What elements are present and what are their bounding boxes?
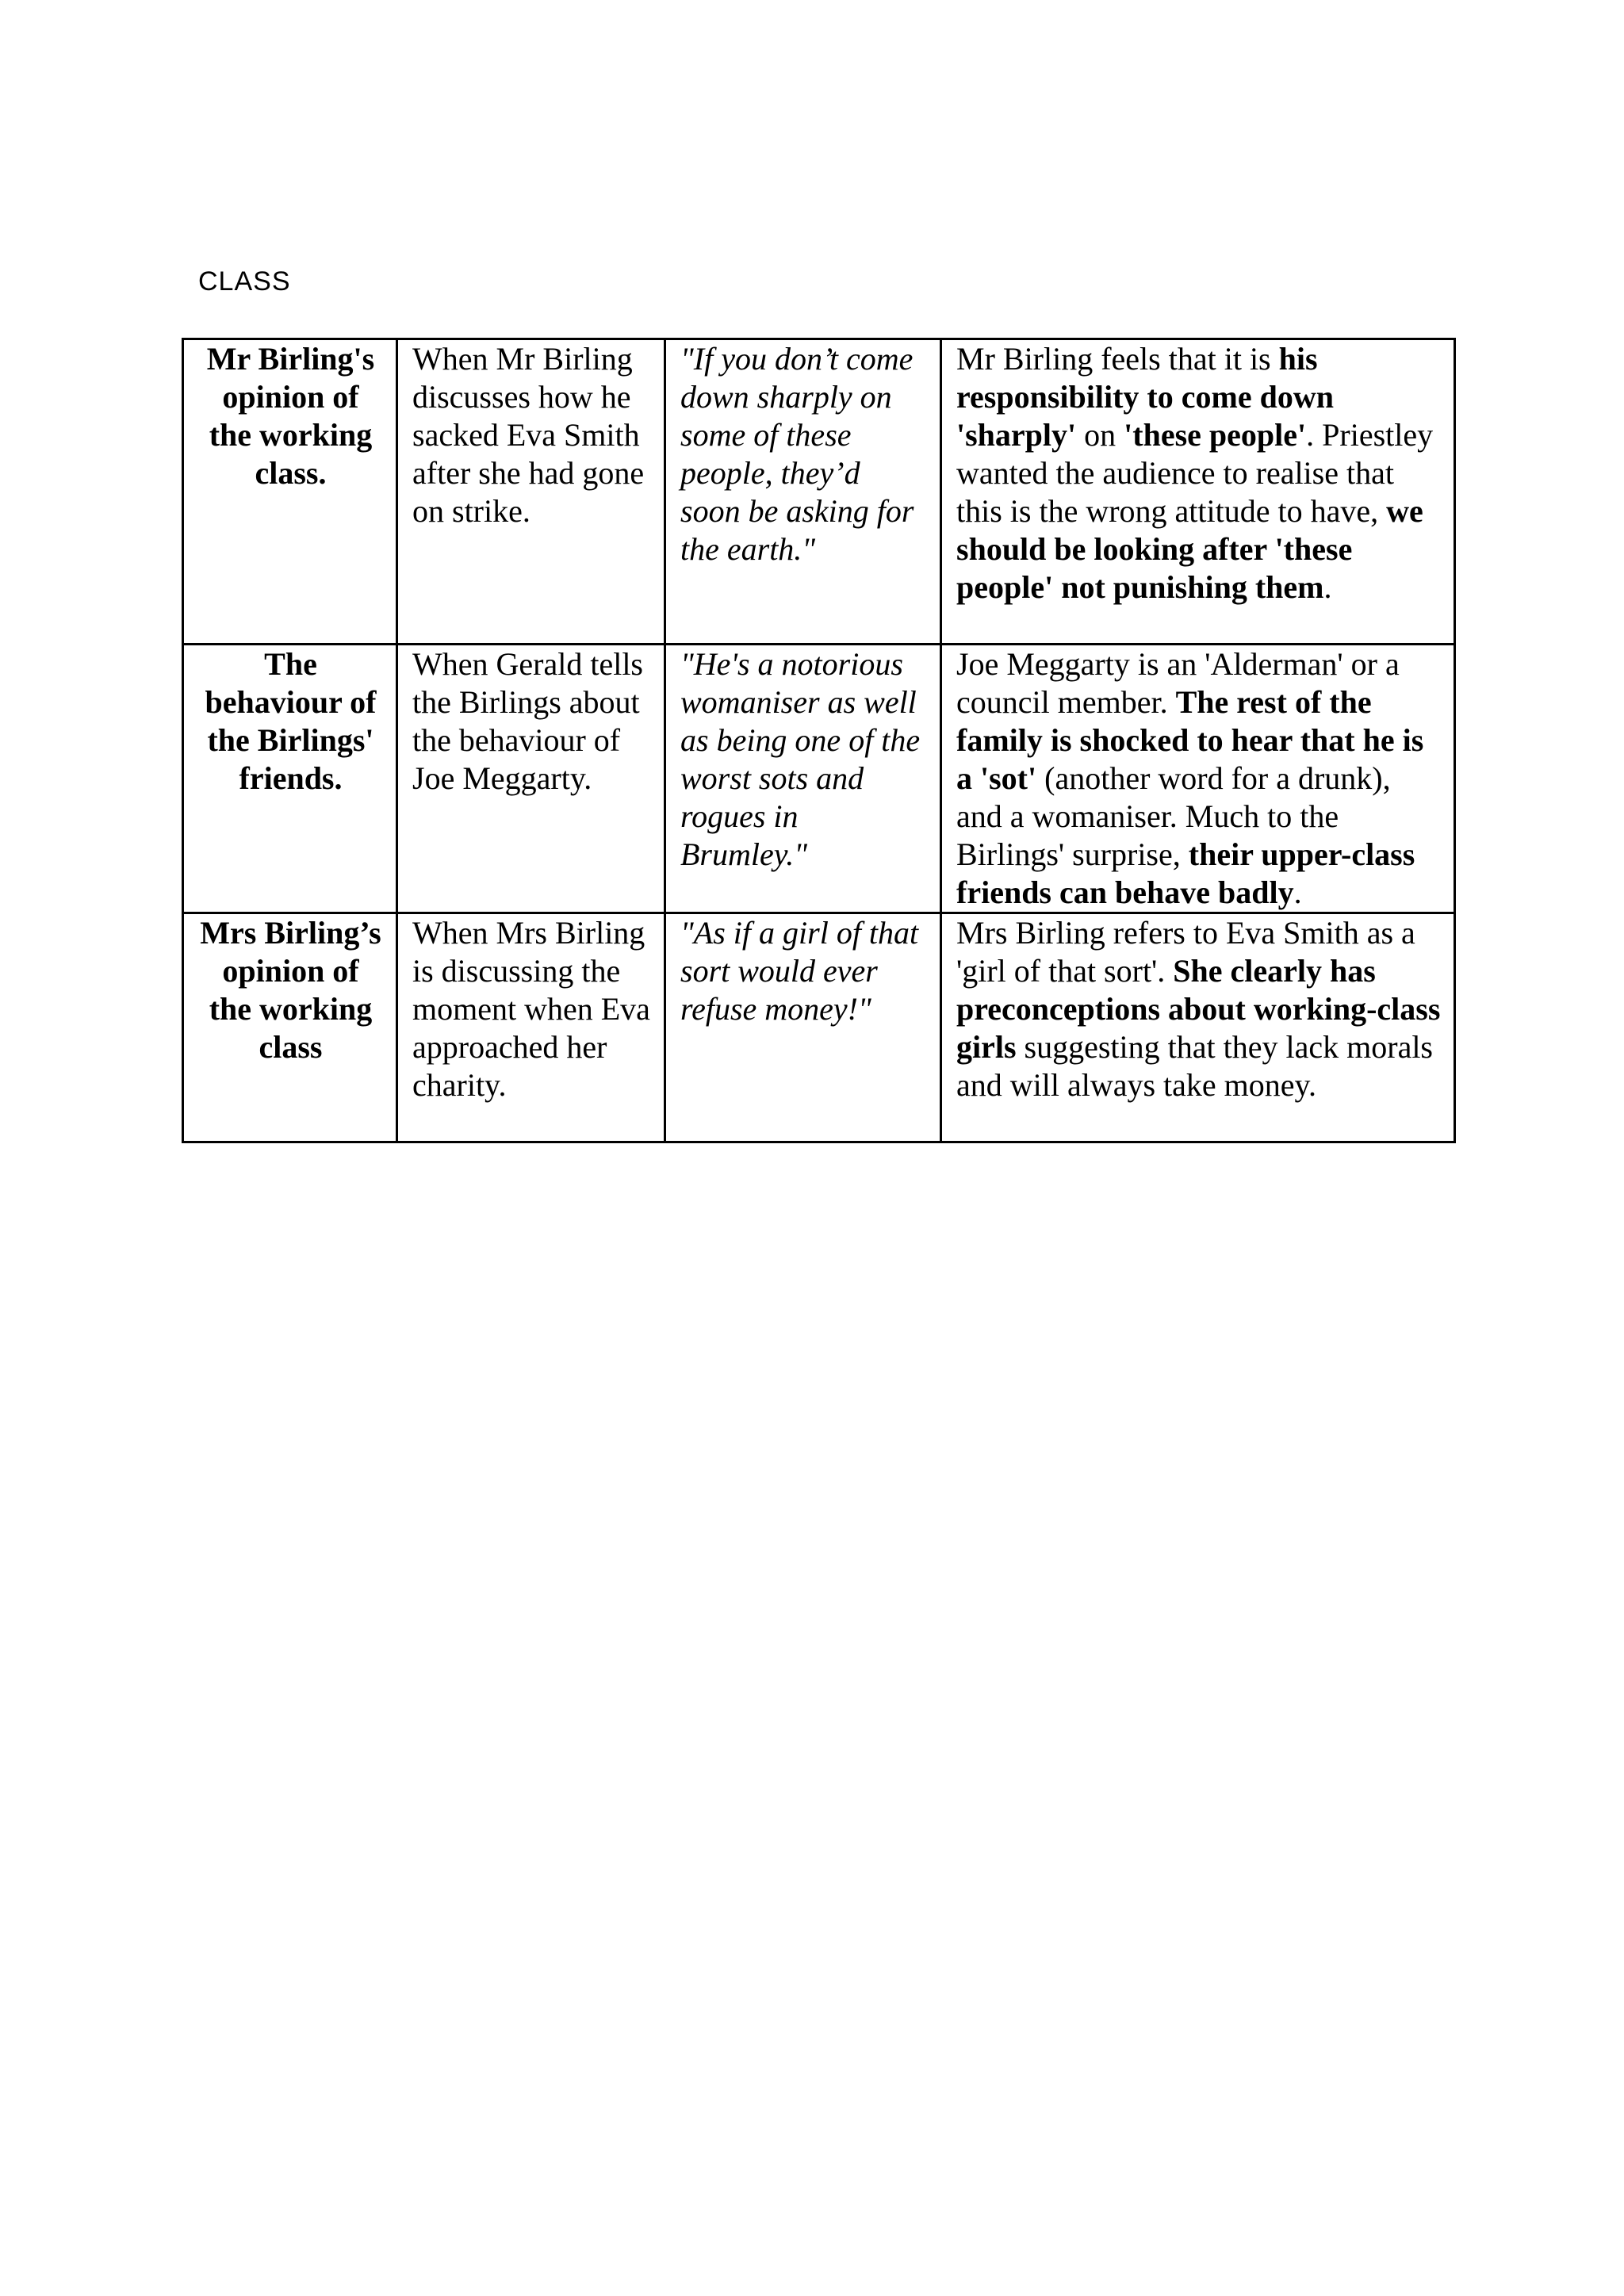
analysis-emphasis: She clearly has preconceptions about working-class girls xyxy=(956,953,1441,1065)
analysis-emphasis: 'these people' xyxy=(1124,417,1307,453)
quote-cell: "If you don’t come down sharply on some of these people, they’d soon be asking for the earth." xyxy=(665,339,941,645)
analysis-cell xyxy=(941,913,1455,1142)
topic-cell: The behaviour of the Birlings' friends. xyxy=(183,645,397,913)
analysis-cell xyxy=(941,645,1455,913)
analysis-text: suggesting that they lack morals and will always take money. xyxy=(956,1029,1433,1103)
topic-cell: Mrs Birling’s opinion of the working class xyxy=(183,913,397,1142)
analysis-text: . xyxy=(1293,874,1302,910)
table-row xyxy=(183,913,1455,1142)
analysis-text: . xyxy=(1323,569,1332,605)
topic-cell: Mr Birling's opinion of the working class. xyxy=(183,339,397,645)
analysis-text: Mrs Birling refers to Eva Smith as a 'girl of that sort'. xyxy=(956,915,1415,989)
analysis-text: on xyxy=(1076,417,1124,453)
page-heading: CLASS xyxy=(198,266,291,297)
analysis-emphasis: we should be looking after 'these people' not punishing them xyxy=(956,493,1423,605)
analysis-text: Mr Birling feels that it is xyxy=(956,341,1279,377)
context-cell: When Mr Birling discusses how he sacked Eva Smith after she had gone on strike. xyxy=(397,339,665,645)
analysis-cell xyxy=(941,339,1455,645)
analysis-emphasis: his responsibility to come down 'sharply' xyxy=(956,341,1334,453)
analysis-text: . Priestley wanted the audience to realise that this is the wrong attitude to have, xyxy=(956,417,1434,529)
quote-cell: "He's a notorious womaniser as well as being one of the worst sots and rogues in Brumley." xyxy=(665,645,941,913)
quote-cell: "As if a girl of that sort would ever refuse money!" xyxy=(665,913,941,1142)
table-row xyxy=(183,645,1455,913)
class-table xyxy=(182,338,1456,1143)
analysis-emphasis: their upper-class friends can behave badly xyxy=(956,836,1415,910)
table-row xyxy=(183,339,1455,645)
context-cell: When Gerald tells the Birlings about the behaviour of Joe Meggarty. xyxy=(397,645,665,913)
analysis-emphasis: The rest of the family is shocked to hear that he is a 'sot' xyxy=(956,684,1424,796)
analysis-text: Joe Meggarty is an 'Alderman' or a council member. xyxy=(956,646,1400,720)
context-cell: When Mrs Birling is discussing the moment when Eva approached her charity. xyxy=(397,913,665,1142)
analysis-text: (another word for a drunk), and a womaniser. Much to the Birlings' surprise, xyxy=(956,760,1391,872)
